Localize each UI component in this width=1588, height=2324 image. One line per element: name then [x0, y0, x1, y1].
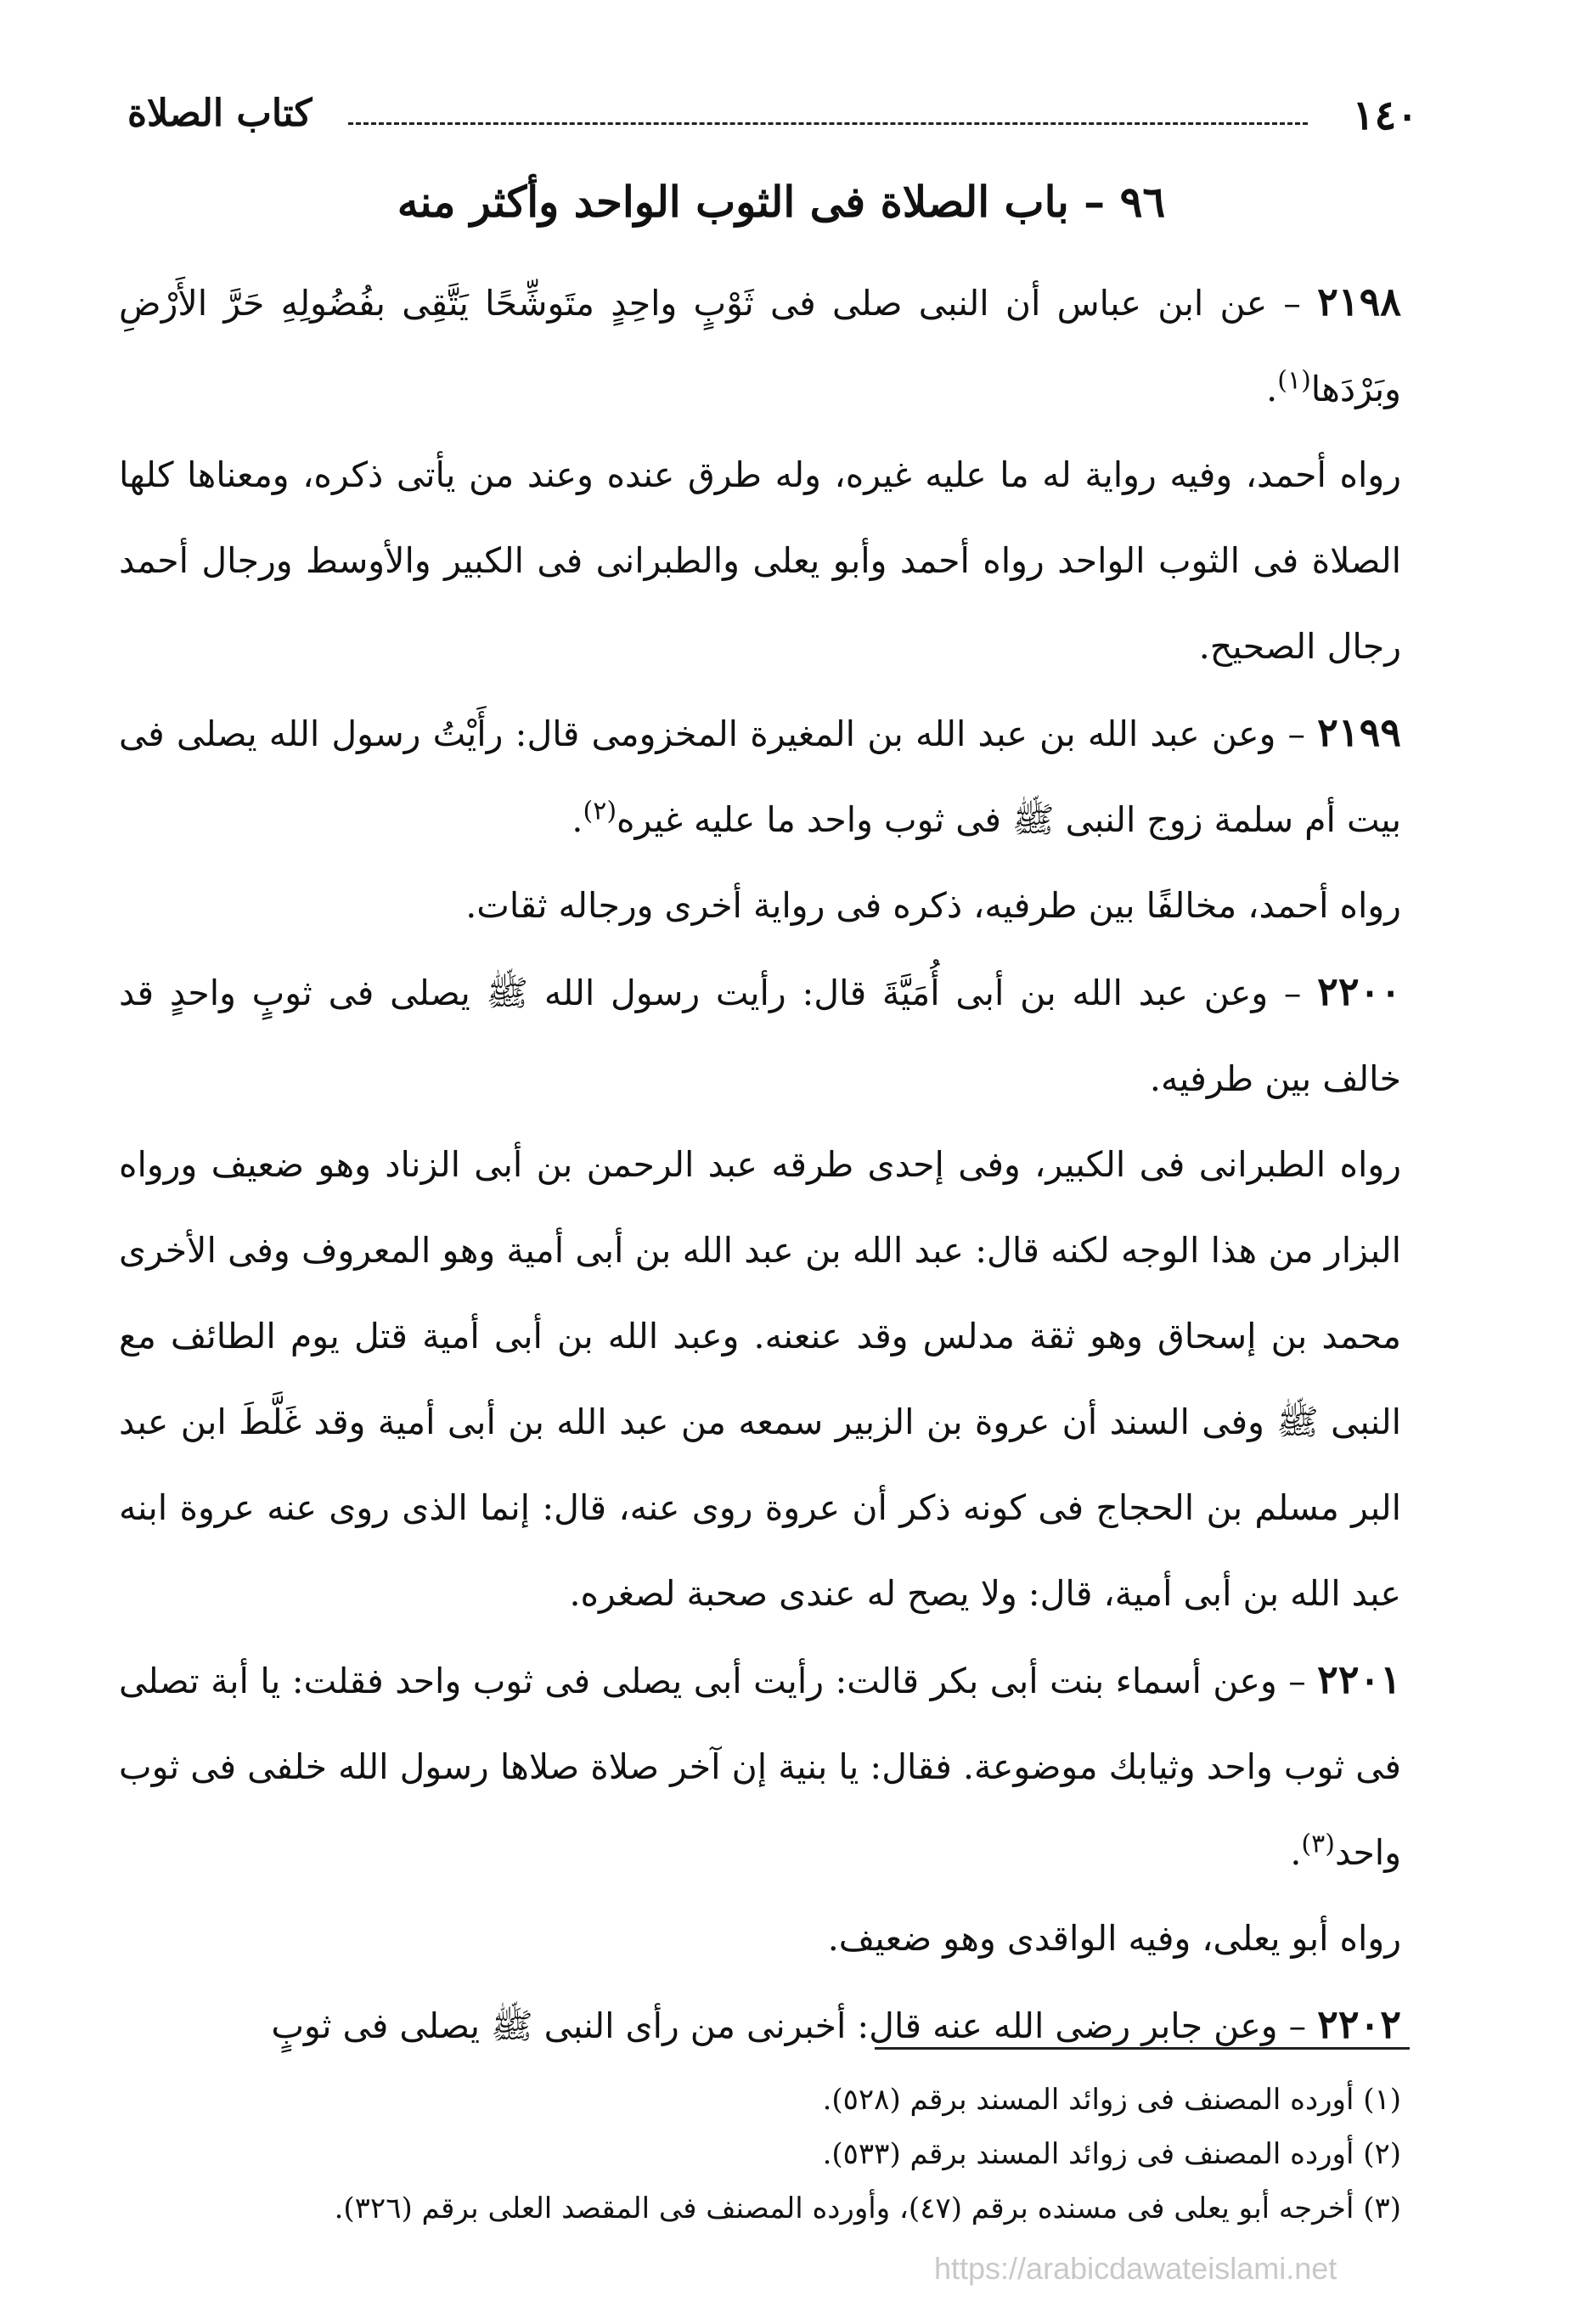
paragraph-text: – وعن أسماء بنت أبى بكر قالت: رأيت أبى يصلى فى ثوب واحد فقلت: يا أبة تصلى فى ثوب واحد وثيابك موضوعة. فقال: يا بنية إن آخر صلاة صلاها رسول الله خلفى فى ثوب واحد: [119, 1661, 1401, 1873]
hadith-number: ٢٢٠٢: [1317, 2001, 1401, 2047]
paragraph: [119, 1637, 1401, 1896]
paragraph: [119, 1982, 1401, 2069]
paragraph-end: .: [1266, 369, 1278, 409]
footnote: (٢) أورده المصنف فى زوائد المسند برقم (٥٣٣).: [822, 2137, 1401, 2171]
paragraph-text: – وعن عبد الله بن أبى أُمَيَّةَ قال: رأيت رسول الله ﷺ يصلى فى ثوبٍ واحدٍ قد خالف بين طرفيه.: [119, 973, 1401, 1099]
paragraph-text: رواه أحمد، وفيه رواية له ما عليه غيره، وله طرق عنده وعند من يأتى ذكره، ومعناها كلها الصلاة فى الثوب الواحد رواه أحمد وأبو يعلى والطبرانى فى الكبير والأوسط ورجال أحمد رجال الصحيح.: [119, 454, 1401, 667]
footnote: (١) أورده المصنف فى زوائد المسند برقم (٥٢٨).: [822, 2083, 1401, 2117]
footnote: (٣) أخرجه أبو يعلى فى مسنده برقم (٤٧)، وأورده المصنف فى المقصد العلى برقم (٣٢٦).: [334, 2191, 1401, 2225]
book-title: كتاب الصلاة: [127, 92, 313, 135]
watermark-url: https://arabicdawateislami.net: [934, 2251, 1337, 2286]
paragraph-text: – عن ابن عباس أن النبى صلى فى ثَوْبٍ واحِدٍ متَوشِّحًا يَتَّقِى بفُضُولِهِ حَرَّ الأَرْضِ وبَرْدَها: [119, 283, 1401, 409]
chapter-title: ٩٦ – باب الصلاة فى الثوب الواحد وأكثر منه: [397, 177, 1166, 227]
hadith-number: ٢٢٠٠: [1317, 968, 1401, 1014]
hadith-number: ٢٢٠١: [1317, 1656, 1401, 1702]
paragraph-text: – وعن جابر رضى الله عنه قال: أخبرنى من رأى النبى ﷺ يصلى فى ثوبٍ: [271, 2005, 1318, 2046]
paragraph: [119, 690, 1401, 863]
paragraph-text: – وعن عبد الله بن عبد الله بن المغيرة المخزومى قال: رأَيْتُ رسول الله يصلى فى بيت أم سلمة زوج النبى ﷺ فى ثوب واحد ما عليه غيره: [119, 714, 1401, 840]
paragraph: [119, 1122, 1401, 1637]
hadith-number: ٢١٩٩: [1317, 709, 1401, 755]
footnote-marker: (٣): [1301, 1829, 1335, 1859]
paragraph: [119, 863, 1401, 949]
footnote-separator: [875, 2047, 1410, 2050]
running-header: [127, 92, 1418, 151]
paragraph-text: رواه أحمد، مخالفًا بين طرفيه، ذكره فى رواية أخرى ورجاله ثقات.: [465, 885, 1401, 926]
paragraph: [119, 432, 1401, 690]
footnote-marker: (٢): [583, 796, 617, 826]
paragraph-text: رواه أبو يعلى، وفيه الواقدى وهو ضعيف.: [827, 1918, 1401, 1959]
paragraph: [119, 949, 1401, 1122]
paragraph-text: رواه الطبرانى فى الكبير، وفى إحدى طرقه عبد الرحمن بن أبى الزناد وهو ضعيف ورواه البزار من هذا الوجه لكنه قال: عبد الله بن عبد الله بن أبى أمية وهو المعروف وفى الأخرى محمد بن إسحاق وهو ثقة مدلس وقد عنعنه. وعبد الله بن أبى أمية قتل يوم الطائف مع النبى ﷺ وفى السند أن عروة بن الزبير سمعه من عبد الله بن أبى أمية وقد غَلَّطَ ابن عبد البر مسلم بن الحجاج فى كونه ذكر أن عروة روى عنه، قال: إنما الذى روى عنه عروة ابنه عبد الله بن أبى أمية، قال: ولا يصح له عندى صحبة لصغره.: [119, 1144, 1401, 1614]
footnote-marker: (١): [1277, 365, 1311, 396]
hadith-number: ٢١٩٨: [1317, 279, 1401, 324]
main-text: [119, 259, 1401, 2069]
paragraph-end: .: [572, 799, 583, 840]
page-number: ١٤٠: [1352, 92, 1418, 139]
paragraph-end: .: [1290, 1832, 1302, 1873]
paragraph: [119, 1896, 1401, 1982]
header-dashed-rule: [348, 122, 1308, 125]
paragraph: [119, 259, 1401, 432]
footnotes: [119, 2073, 1401, 2236]
